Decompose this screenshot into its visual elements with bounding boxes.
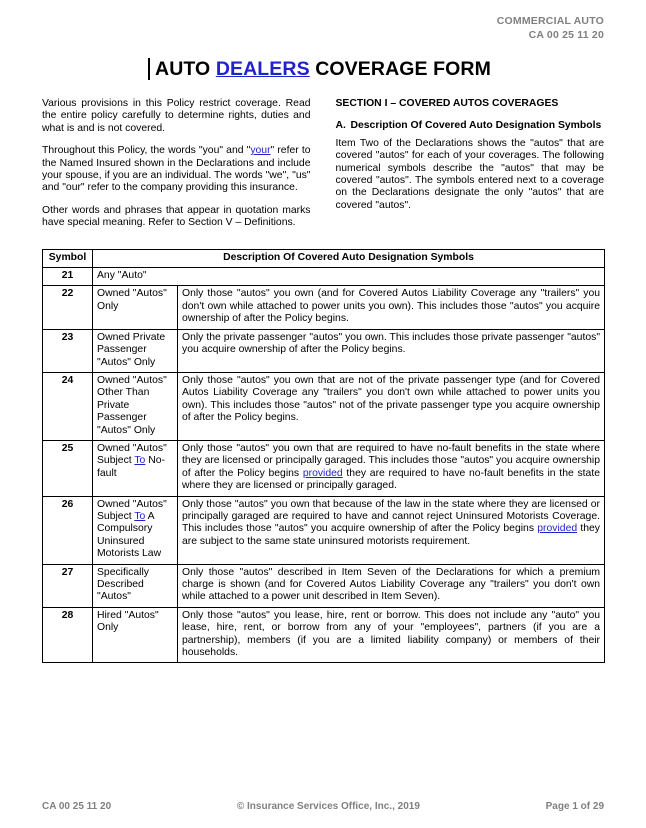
symbols-table [42,249,605,664]
left-column [42,98,311,230]
text-segment: Only those "autos" you own that are required to have no-fault benefits in the state where they are licensed or principally garaged. This includes those "autos" you acquire ownership of after the Policy begins [182,442,601,479]
document-header [42,14,604,42]
intro-paragraph-3: Other words and phrases that appear in quotation marks have special meaning. Refer to Section V – Definitions. [42,204,311,229]
intro-paragraph-2 [42,145,311,195]
cell-symbol: 24 [43,372,93,440]
cell-description [178,440,605,496]
text-segment: they are subject to the same state uninsured motorists requirement. [182,523,601,547]
cell-symbol-name: Specifically Described "Autos" [93,564,178,607]
revised-word: To [134,455,146,467]
cell-symbol: 25 [43,440,93,496]
table-row [43,286,605,329]
cell-description: Only those "autos" you own (and for Covered Autos Liability Coverage any "trailers" you don't own while attached to power units you own). This includes those "autos" you acquire ownership of after the Policy begins. [178,286,605,329]
header-line-form-number: CA 00 25 11 20 [528,29,604,41]
section-heading: SECTION I – COVERED AUTOS COVERAGES [335,98,559,109]
table-row [43,440,605,496]
table-row [43,268,605,286]
cell-symbol: 23 [43,329,93,372]
table-row [43,496,605,564]
cell-symbol-name [93,496,178,564]
document-footer [42,801,604,812]
text-segment: Owned "Autos" Subject [97,442,167,467]
right-column [336,98,605,230]
cell-description: Any "Auto" [93,268,605,286]
cell-symbol: 21 [43,268,93,286]
title-part-two: COVERAGE FORM [309,58,491,80]
item-a-heading [336,120,605,132]
cell-description: Only those "autos" you own that are not of the private passenger type (and for Covered Autos Liability Coverage any "trailers" you don't own while attached to power units you own). This includes those "autos" not of the private passenger type you acquire ownership of after the Policy begins. [178,372,605,440]
column-header-symbol: Symbol [43,249,93,267]
cell-description: Only the private passenger "autos" you own. This includes those private passenger "autos" you acquire ownership of after the Policy begins. [178,329,605,372]
footer-copyright: © Insurance Services Office, Inc., 2019 [236,801,420,812]
paragraph-2-pre: Throughout this Policy, the words "you" and " [42,145,251,157]
paragraph-2-post: " refer to the Named Insured shown in the Declarations and include your spouse, if you are an individual. The words "we", "us" and "our" refer to the company providing this insurance. [42,145,311,194]
table-row [43,329,605,372]
cell-symbol: 27 [43,564,93,607]
cell-description [178,496,605,564]
cell-symbol: 22 [43,286,93,329]
text-segment: No-fault [97,455,165,479]
text-segment: Only those "autos" you own that because of the law in the state where they are licensed or principally garaged are required to have and cannot reject Uninsured Motorists Coverage. This includes those "autos" you acquire ownership of after the Policy begins [182,498,601,535]
footer-page-number: Page 1 of 29 [545,801,604,812]
cell-symbol-name: Owned Private Passenger "Autos" Only [93,329,178,372]
cell-description: Only those "autos" described in Item Seven of the Declarations for which a premium charge is shown (and for Covered Autos Liability Coverage any "trailers" you don't own while attached to a power unit described in Item Seven). [178,564,605,607]
revision-change-bar [148,58,150,80]
cell-symbol-name: Owned "Autos" Only [93,286,178,329]
title-revised-word: DEALERS [215,58,310,80]
text-segment: A Compulsory Uninsured Motorists Law [97,510,162,560]
table-row [43,372,605,440]
revised-word: provided [302,467,343,479]
table-row [43,607,605,663]
cell-symbol-name: Hired "Autos" Only [93,607,178,663]
title-part-one: AUTO [155,58,216,80]
text-segment: Owned "Autos" Subject [97,498,167,522]
cell-description: Only those "autos" you lease, hire, rent or borrow. This does not include any "auto" you lease, hire, rent, or borrow from any of your "employees", partners (if you are a partnership), members (if you are a limited liability company) or members of their households. [178,607,605,663]
cell-symbol: 28 [43,607,93,663]
page-title [155,58,491,81]
cell-symbol-name: Owned "Autos" Other Than Private Passenger "Autos" Only [93,372,178,440]
item-a-title: Description Of Covered Auto Designation Symbols [350,120,602,132]
footer-form-number: CA 00 25 11 20 [42,801,112,812]
revised-word: To [134,510,146,522]
body-columns [42,98,604,230]
revised-word: provided [537,523,578,535]
header-line-commercial-auto: COMMERCIAL AUTO [496,15,604,27]
item-a-label: A. [335,120,346,132]
intro-paragraph-1: Various provisions in this Policy restrict coverage. Read the entire policy carefully to determine rights, duties and what is and is not covered. [42,98,311,134]
cell-symbol-name [93,440,178,496]
column-header-description: Description Of Covered Auto Designation Symbols [93,249,605,267]
text-segment: they are required to have no-fault benefits in the state where they are licensed or principally garaged. [182,467,601,492]
cell-symbol: 26 [43,496,93,564]
symbols-table-body [43,268,605,663]
paragraph-2-revised-word: your [250,145,271,157]
item-a-body: Item Two of the Declarations shows the "autos" that are covered "autos" for each of your coverages. The following numerical symbols describe the "autos" that may be covered "autos". The symbols entered next to a coverage on the Declarations designate the only "autos" that are covered "autos". [335,137,604,211]
table-row [43,564,605,607]
title-block [42,58,604,81]
table-header-row [43,249,605,267]
